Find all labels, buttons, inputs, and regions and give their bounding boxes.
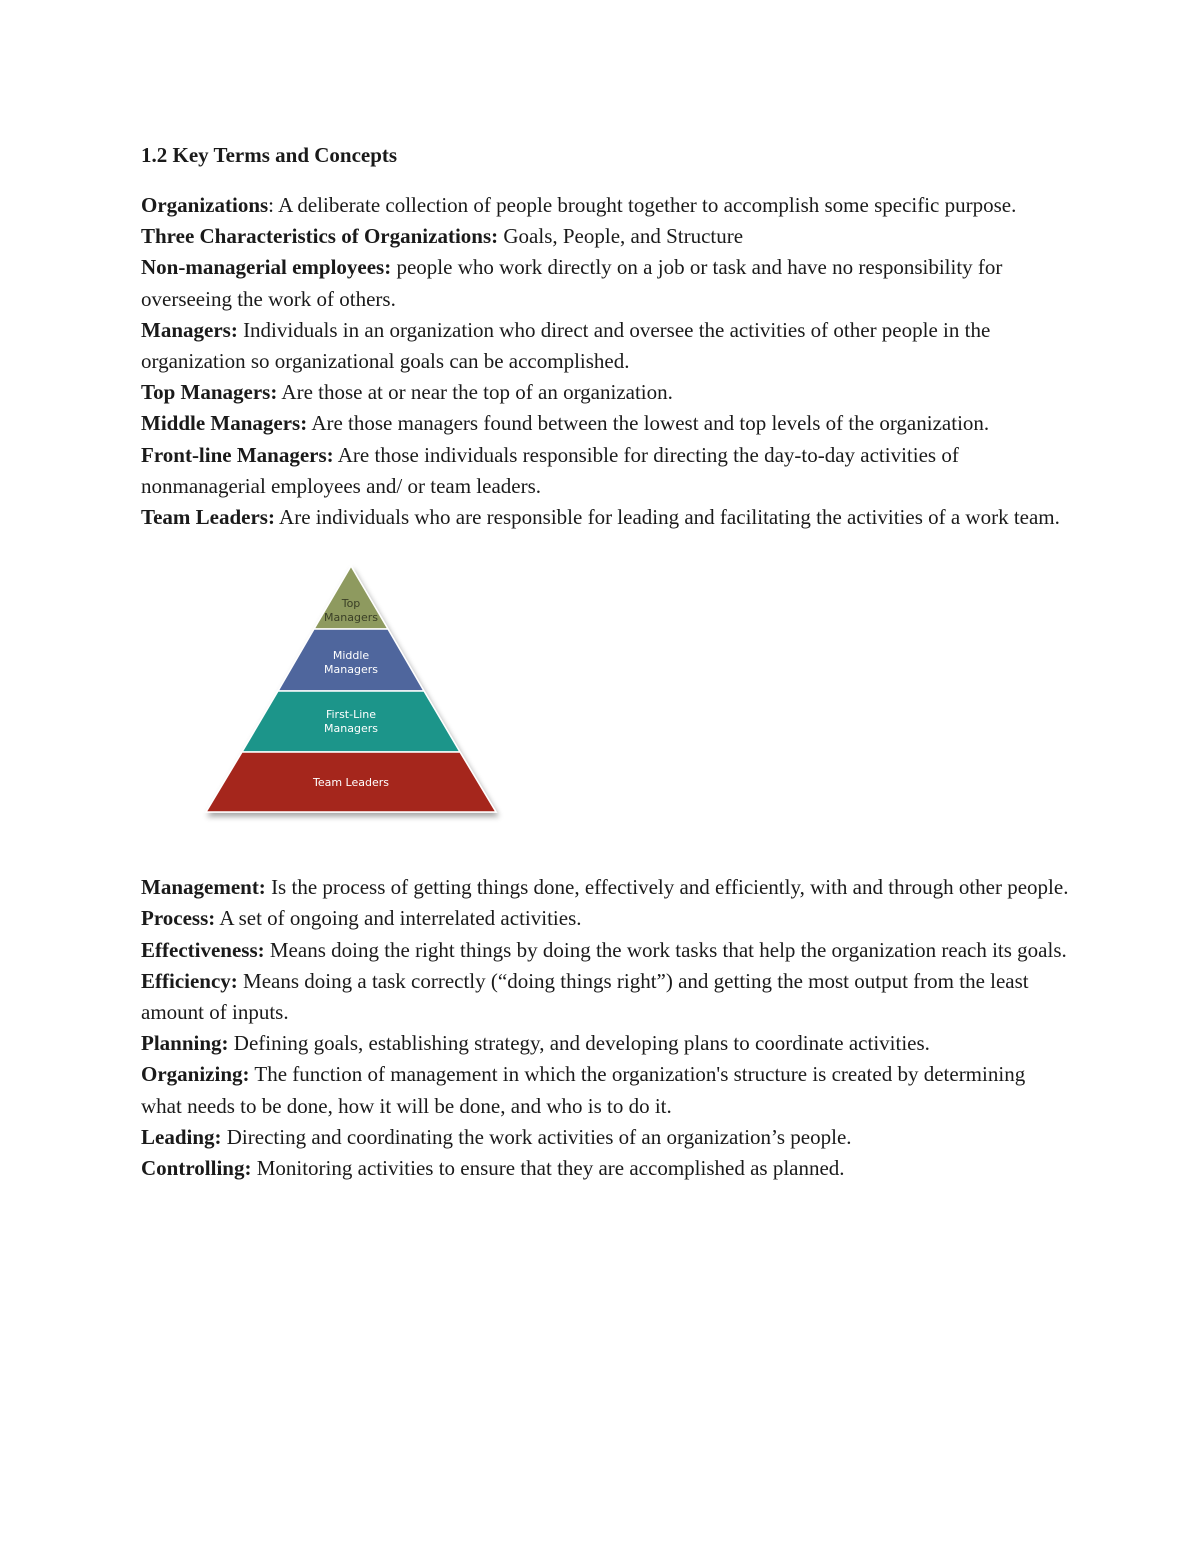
term-entry xyxy=(141,190,1071,221)
term-definition: people who work directly on a job or task and have no responsibility for overseeing the work of others. xyxy=(141,255,1003,311)
term-entry xyxy=(141,935,1071,966)
term-definition: Are individuals who are responsible for leading and facilitating the activities of a work team. xyxy=(274,505,1060,530)
term-entry xyxy=(141,1122,1071,1153)
term-name: Organizations xyxy=(141,193,269,217)
pyramid-label-top-1: Top xyxy=(341,597,361,611)
section-heading: 1.2 Key Terms and Concepts xyxy=(141,143,398,167)
term-name: Team Leaders: xyxy=(141,505,275,530)
term-name: Organizing: xyxy=(141,1062,250,1087)
term-definition: Directing and coordinating the work activities of an organization’s people. xyxy=(221,1124,852,1149)
term-definition: Means doing a task correctly (“doing things right”) and getting the most output from the least amount of inputs. xyxy=(141,968,1029,1025)
term-entry xyxy=(141,1059,1071,1121)
term-definition: Are those individuals responsible for directing the day-to-day activities of nonmanagerial employees and/ or team leaders. xyxy=(141,442,959,498)
term-name: Non-managerial employees: xyxy=(141,255,392,280)
term-definition: Goals, People, and Structure xyxy=(498,224,744,249)
document-page xyxy=(141,140,1071,1184)
pyramid-label-team-leaders: Team Leaders xyxy=(312,776,390,790)
term-name: Planning: xyxy=(141,1031,229,1056)
management-pyramid-figure xyxy=(141,550,1071,872)
term-name: Effectiveness: xyxy=(141,937,265,962)
term-definition: : A deliberate collection of people brought together to accomplish some specific purpose. xyxy=(268,193,1017,217)
term-name: Front-line Managers: xyxy=(141,442,334,467)
term-definition: Is the process of getting things done, effectively and efficiently, with and through other people. xyxy=(265,875,1069,900)
term-definition: Are those managers found between the lowest and top levels of the organization. xyxy=(307,411,990,436)
term-entry xyxy=(141,408,1071,439)
term-name: Controlling: xyxy=(141,1156,252,1181)
term-entry xyxy=(141,903,1071,934)
term-name: Middle Managers: xyxy=(141,411,308,436)
pyramid-label-middle-1: Middle xyxy=(332,649,370,663)
term-definition: A set of ongoing and interrelated activities. xyxy=(215,906,582,931)
pyramid-label-middle-2: Managers xyxy=(324,663,378,677)
term-entry xyxy=(141,315,1071,377)
term-name: Leading: xyxy=(141,1124,222,1149)
term-entry xyxy=(141,440,1071,502)
term-name: Top Managers: xyxy=(141,380,278,405)
pyramid-label-top-2: Managers xyxy=(324,611,378,625)
term-definition: Are those at or near the top of an organization. xyxy=(277,380,673,405)
management-pyramid xyxy=(191,552,511,832)
term-name: Efficiency: xyxy=(141,968,238,993)
pyramid-label-first-line-1: First-Line xyxy=(325,708,377,722)
term-definition: Means doing the right things by doing the work tasks that help the organization reach its goals. xyxy=(264,937,1067,962)
term-entry xyxy=(141,252,1071,314)
term-entry xyxy=(141,966,1071,1028)
term-name: Managers: xyxy=(141,317,238,342)
term-entry xyxy=(141,872,1071,903)
pyramid-label-first-line-2: Managers xyxy=(324,722,378,736)
term-entry xyxy=(141,502,1071,533)
term-entry xyxy=(141,1028,1071,1059)
term-name: Management: xyxy=(141,875,266,900)
term-definition: Individuals in an organization who direct and oversee the activities of other people in the organization so organizational goals can be accomplished. xyxy=(141,317,991,374)
term-entry xyxy=(141,1153,1071,1184)
term-definition: Defining goals, establishing strategy, and developing plans to coordinate activities. xyxy=(228,1031,930,1056)
term-entry xyxy=(141,221,1071,252)
term-entry xyxy=(141,377,1071,408)
term-name: Process: xyxy=(141,906,216,931)
term-definition: Monitoring activities to ensure that they are accomplished as planned. xyxy=(251,1156,845,1181)
term-name: Three Characteristics of Organizations: xyxy=(141,224,499,249)
term-definition: The function of management in which the organization's structure is created by determining what needs to be done, how it will be done, and who is to do it. xyxy=(141,1062,1026,1118)
